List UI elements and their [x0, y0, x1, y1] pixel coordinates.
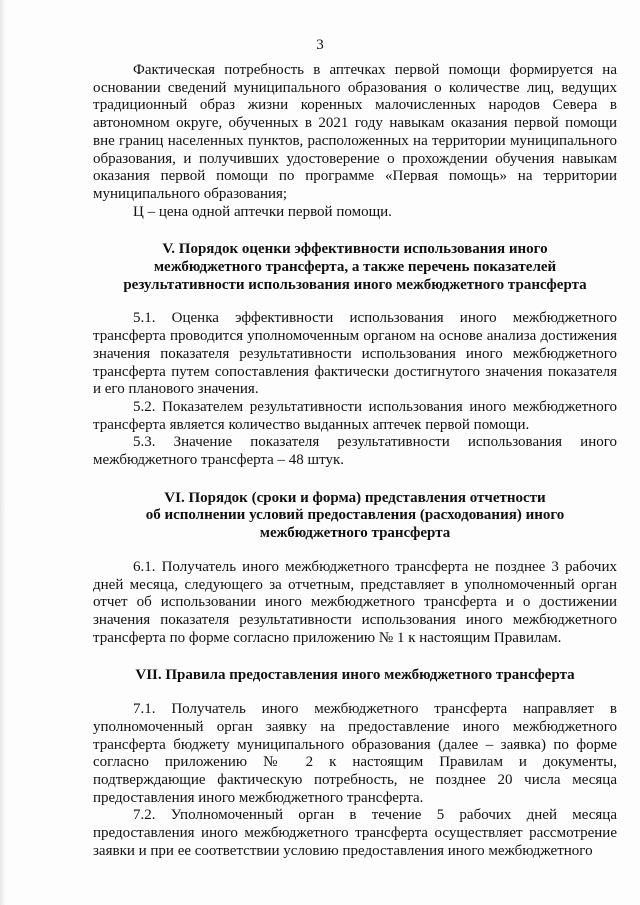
paragraph-price-definition: Ц – цена одной аптечки первой помощи.: [133, 203, 392, 220]
section-6-heading-line: VI. Порядок (сроки и форма) представления отчетности: [164, 489, 546, 506]
section-5-heading-line: межбюджетного трансферта, а также перечень показателей: [153, 259, 557, 276]
page-number: 3: [316, 37, 324, 53]
section-6-heading-line: об исполнении условий предоставления (расходования) иного: [145, 507, 565, 524]
paragraph-5-3: 5.3. Значение показателя результативности использования иного межбюджетного трансферта – 48 штук.: [93, 434, 617, 469]
paragraph-5-1: 5.1. Оценка эффективности использования иного межбюджетного трансферта проводится уполномоченным органом на основе анализа достижения значения показателя результативности использования иного межбюджетного трансферта путем сопоставления фактически достигнутого значения показателя и его планового значения.: [93, 310, 617, 398]
paragraph-5-2: 5.2. Показателем результативности использования иного межбюджетного трансферта является количество выданных аптечек первой помощи.: [93, 398, 617, 433]
paragraph-actual-need: Фактическая потребность в аптечках первой помощи формируется на основании сведений муниципального образования о количестве лиц, ведущих традиционный образ жизни коренных малочисленных народов Севера в автономном округе, обученных в 2021 году навыкам оказания первой помощи вне границ населенных пунктов, расположенных на территории муниципального образования, и получивших удостоверение о прохождении обучения навыкам оказания первой помощи по программе «Первая помощь» на территории муниципального образования;: [93, 62, 617, 202]
section-6-heading: [93, 490, 617, 543]
scan-edge: [0, 0, 6, 905]
section-5-heading-line: V. Порядок оценки эффективности использования иного: [162, 241, 548, 258]
section-5-heading-line: результативности использования иного межбюджетного трансферта: [123, 276, 587, 293]
section-5-heading: [93, 241, 617, 294]
section-7-heading: [93, 667, 617, 685]
paragraph-7-2: 7.2. Уполномоченный орган в течение 5 рабочих дней месяца предоставления иного межбюджетного трансферта осуществляет рассмотрение заявки и при ее соответствии условию предоставления иного межбюджетного: [93, 807, 617, 859]
section-6-heading-line: межбюджетного трансферта: [259, 525, 451, 542]
section-7-heading-line: VII. Правила предоставления иного межбюджетного трансферта: [135, 667, 575, 684]
paragraph-7-1: 7.1. Получатель иного межбюджетного трансферта направляет в уполномоченный орган заявку на предоставление иного межбюджетного трансферта бюджету муниципального образования (далее – заявка) по форме согласно приложению № 2 к настоящим Правилам и документы, подтверждающие фактическую потребность, не позднее 20 числа месяца предоставления иного межбюджетного трансферта.: [93, 701, 617, 806]
document-body: [93, 62, 617, 860]
paragraph-6-1: 6.1. Получатель иного межбюджетного трансферта не позднее 3 рабочих дней месяца, следующего за отчетным, представляет в уполномоченный орган отчет об использовании иного межбюджетного трансферта и о достижении значения показателя результативности использования иного межбюджетного трансферта по форме согласно приложению № 1 к настоящим Правилам.: [93, 558, 617, 646]
